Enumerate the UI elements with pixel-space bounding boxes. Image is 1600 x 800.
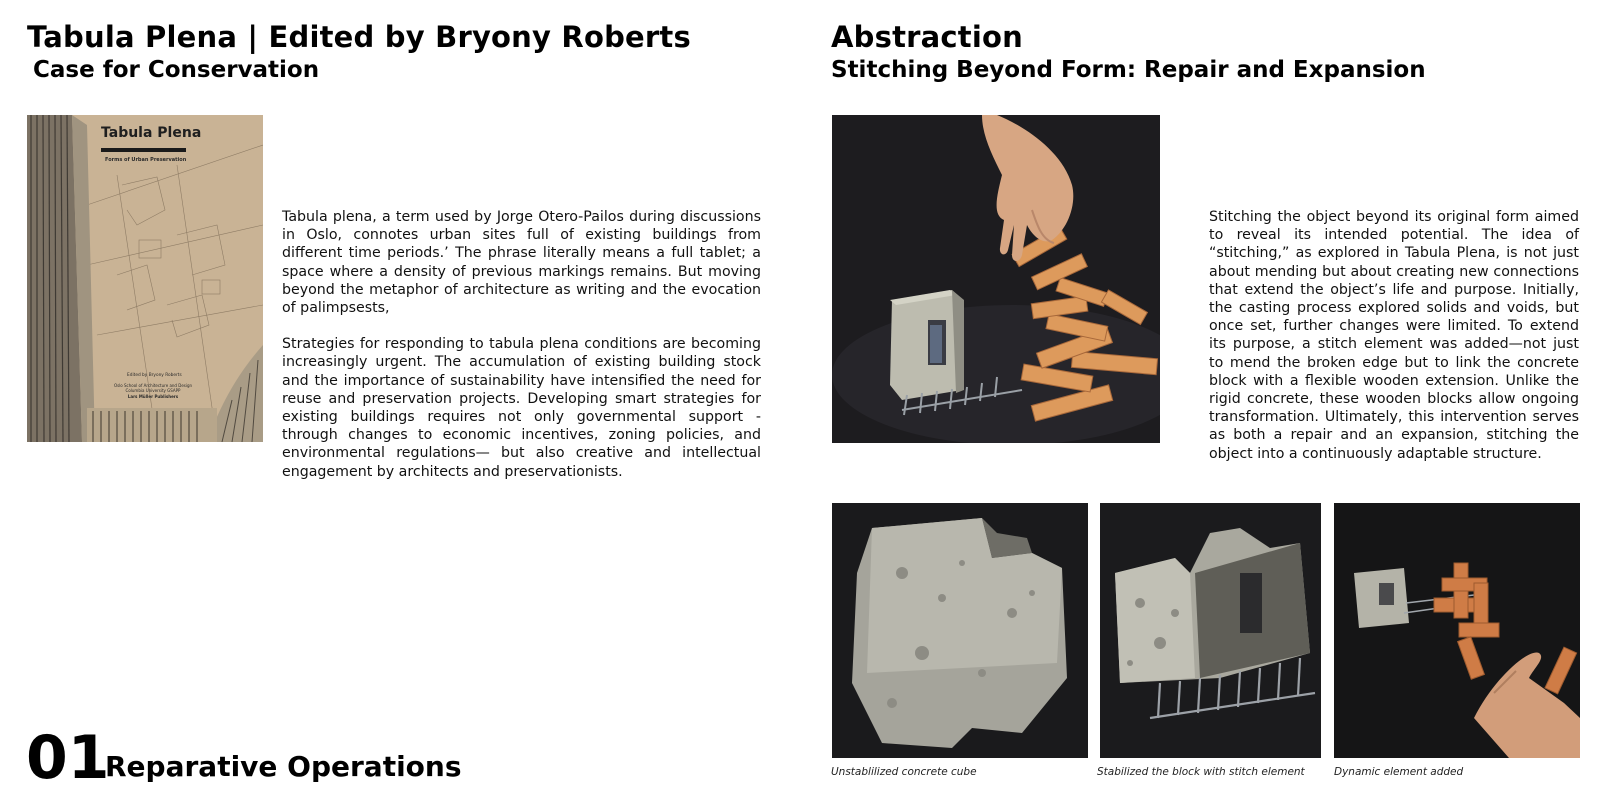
- caption-photo-2: Stabilized the block with stitch element: [1097, 766, 1305, 778]
- section-number: 01: [26, 723, 110, 793]
- left-paragraph-2: Strategies for responding to tabula plena conditions are becoming increasingly urgent. The accumulation of existing building stock and the importance of sustainability have intensified the need for reuse and preservation projects. Developing smart strategies for existing buildings requires not only governmental support - through changes to economic incentives, zoning policies, and environmental regulations— but also creative and intellectual engagement by architects and preservationists.: [282, 336, 761, 480]
- section-title: Reparative Operations: [105, 750, 462, 783]
- right-body-text: [1209, 208, 1579, 481]
- right-page-title: Abstraction: [831, 20, 1023, 54]
- photo-dynamic-element: [1334, 503, 1580, 758]
- photo-3-graphic: [1334, 503, 1580, 758]
- cover-title: Tabula Plena: [101, 125, 202, 141]
- left-page-subtitle: Case for Conservation: [33, 57, 320, 83]
- cover-title-bar: [101, 148, 186, 152]
- cover-publisher-line: Columbia University GSAPP: [125, 388, 181, 394]
- cover-publisher-line: Oslo School of Architecture and Design: [113, 383, 193, 388]
- cover-publishers: [103, 383, 203, 399]
- main-photo-graphic: [832, 115, 1160, 443]
- photo-unstabilized-cube: [832, 503, 1088, 758]
- caption-photo-1: Unstablilized concrete cube: [831, 766, 977, 778]
- photo-1-graphic: [832, 503, 1088, 758]
- right-paragraph: Stitching the object beyond its original form aimed to reveal its intended potential. The idea of “stitching,” as explored in Tabula Plena, is not just about mending but about creating new connections that extend the object’s life and purpose. Initially, the casting process explored solids and voids, but once set, further changes were limited. To extend its purpose, a stitch element was added—not just to mend the broken edge but to link the concrete block with a flexible wooden extension. Unlike the rigid concrete, these wooden blocks allow ongoing transformation. Ultimately, this intervention serves as both a repair and an expansion, stitching the object into a continuously adaptable structure.: [1209, 209, 1579, 462]
- caption-photo-3: Dynamic element added: [1334, 766, 1464, 778]
- left-page-title: Tabula Plena | Edited by Bryony Roberts: [27, 20, 691, 54]
- main-photo-stacking-blocks: [832, 115, 1160, 443]
- right-page-subtitle: Stitching Beyond Form: Repair and Expansion: [831, 57, 1426, 83]
- cover-publisher-line: Lars Müller Publishers: [127, 393, 179, 399]
- cover-subtitle: Forms of Urban Preservation: [105, 157, 187, 163]
- cover-editor: Edited by Bryony Roberts: [127, 373, 182, 378]
- book-cover-image: [27, 115, 263, 442]
- photo-stabilized-block: [1100, 503, 1321, 758]
- left-body-text: [282, 208, 761, 499]
- photo-2-graphic: [1100, 503, 1321, 758]
- left-paragraph-1: Tabula plena, a term used by Jorge Otero-Pailos during discussions in Oslo, connotes urban sites full of existing buildings from different time periods.’ The phrase literally means a full tablet; a space where a density of previous markings remains. But moving beyond the metaphor of architecture as writing and the evocation of palimpsests,: [282, 209, 761, 317]
